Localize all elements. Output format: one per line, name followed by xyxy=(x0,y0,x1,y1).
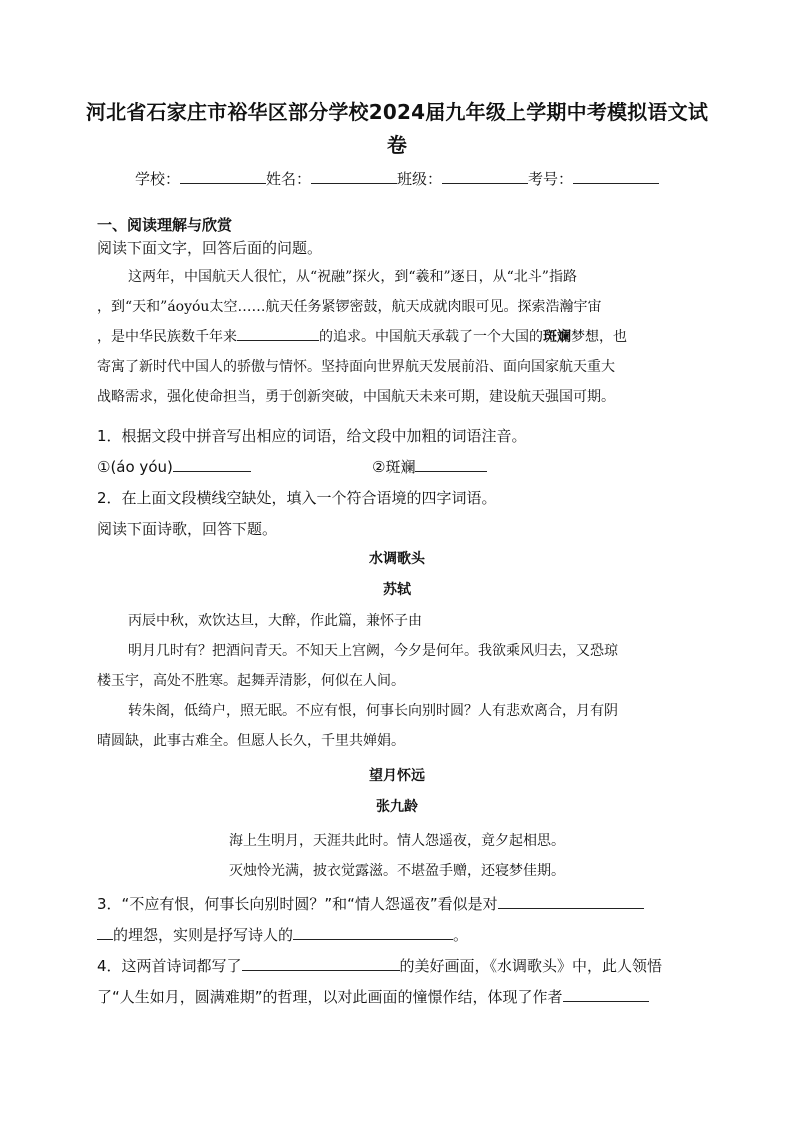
q3-text-b: 的埋怨，实则是抒写诗人的 xyxy=(113,926,294,944)
poem1-author: 苏轼 xyxy=(383,582,411,598)
q3-text-a: 3．“不应有恨，何事长向别时圆？”和“情人怨遥夜”看似是对 xyxy=(97,895,498,913)
question-4 xyxy=(97,955,662,977)
poem2-body xyxy=(0,826,794,886)
question-1-answers xyxy=(97,456,251,478)
poem2-title: 望月怀远 xyxy=(369,768,425,784)
title-line-2: 卷 xyxy=(386,133,408,157)
poem2-line-1: 海上生明月，天涯共此时。情人怨遥夜，竟夕起相思。 xyxy=(229,833,565,849)
poem1-title: 水调歌头 xyxy=(369,551,425,567)
q3-blank-1[interactable] xyxy=(498,894,644,909)
q1-pinyin-label: ①(áo yóu) xyxy=(97,458,173,476)
reading-instruction: 阅读下面文字，回答后面的问题。 xyxy=(97,239,323,257)
q3-blank-2[interactable] xyxy=(293,925,453,940)
question-3-cont xyxy=(97,924,468,946)
bold-word: 斑斓 xyxy=(543,329,571,345)
class-label: 班级： xyxy=(397,170,443,188)
poem1-preface: 丙辰中秋，欢饮达旦，大醉，作此篇，兼怀子由 xyxy=(128,613,422,629)
reading-passage xyxy=(97,262,701,412)
poem2-line-2: 灭烛怜光满，披衣觉露滋。不堪盈手赠，还寝梦佳期。 xyxy=(229,863,565,879)
q4-blank-2[interactable] xyxy=(563,987,649,1002)
passage-line-1: 这两年，中国航天人很忙，从“祝融”探火，到“羲和”逐日，从“北斗”指路 xyxy=(128,269,577,285)
q4-text-b: 的美好画面，《水调歌头》中，此人领悟 xyxy=(399,957,663,975)
q4-text-a: 4．这两首诗词都写了 xyxy=(97,957,242,975)
number-label: 考号： xyxy=(528,170,574,188)
poem1-stanza2-b: 晴圆缺，此事古难全。但愿人长久，千里共婵娟。 xyxy=(97,733,405,749)
q1-pinyin-field[interactable] xyxy=(173,457,251,472)
number-field[interactable] xyxy=(573,169,659,184)
passage-line-4: 寄寓了新时代中国人的骄傲与情怀。坚持面向世界航天发展前沿、面向国家航天重大 xyxy=(97,359,615,375)
q1-word-label: ②斑斓 xyxy=(372,458,416,476)
question-2: 2．在上面文段横线空缺处，填入一个符合语境的四字词语。 xyxy=(97,489,497,507)
q4-blank-1[interactable] xyxy=(242,956,400,971)
page-title xyxy=(60,96,734,162)
q1-word-field[interactable] xyxy=(415,457,487,472)
name-field[interactable] xyxy=(311,169,397,184)
passage-line-5: 战略需求，强化使命担当，勇于创新突破，中国航天未来可期，建设航天强国可期。 xyxy=(97,389,615,405)
passage-line-3a: ，是中华民族数千年来 xyxy=(97,329,237,345)
q3-blank-1-cont[interactable] xyxy=(97,925,113,940)
passage-line-3c: 梦想，也 xyxy=(571,329,627,345)
name-label: 姓名： xyxy=(265,170,311,188)
question-1-answer-2 xyxy=(372,456,487,478)
poem-instruction: 阅读下面诗歌，回答下题。 xyxy=(97,520,278,538)
class-field[interactable] xyxy=(442,169,528,184)
poem1-stanza2-a: 转朱阁，低绮户，照无眠。不应有恨，何事长向别时圆？人有悲欢离合，月有阴 xyxy=(128,703,618,719)
poem1-body xyxy=(97,606,701,756)
poem1-stanza1-a: 明月几时有？把酒问青天。不知天上宫阙，今夕是何年。我欲乘风归去，又恐琼 xyxy=(128,643,618,659)
poem1-stanza1-b: 楼玉宇，高处不胜寒。起舞弄清影，何似在人间。 xyxy=(97,673,405,689)
school-label: 学校： xyxy=(134,170,180,188)
passage-line-3 xyxy=(97,322,701,352)
passage-blank[interactable] xyxy=(237,326,319,341)
section-heading: 一、阅读理解与欣赏 xyxy=(97,216,233,234)
question-4-cont xyxy=(97,986,649,1008)
passage-line-2: ，到“天和”áoyóu太空……航天任务紧锣密鼓，航天成就肉眼可见。探索浩瀚宇宙 xyxy=(97,299,602,315)
poem2-author: 张九龄 xyxy=(376,799,418,815)
school-field[interactable] xyxy=(180,169,266,184)
title-line-1: 河北省石家庄市裕华区部分学校2024届九年级上学期中考模拟语文试 xyxy=(85,100,709,124)
passage-line-3b: 的追求。中国航天承载了一个大国的 xyxy=(319,329,543,345)
student-info-row xyxy=(0,167,794,191)
q3-text-c: 。 xyxy=(453,926,469,944)
question-1: 1．根据文段中拼音写出相应的词语，给文段中加粗的词语注音。 xyxy=(97,427,527,445)
question-3 xyxy=(97,893,644,915)
q4-text-c: 了“人生如月，圆满难期”的哲理，以对此画面的憧憬作结，体现了作者 xyxy=(97,988,563,1006)
